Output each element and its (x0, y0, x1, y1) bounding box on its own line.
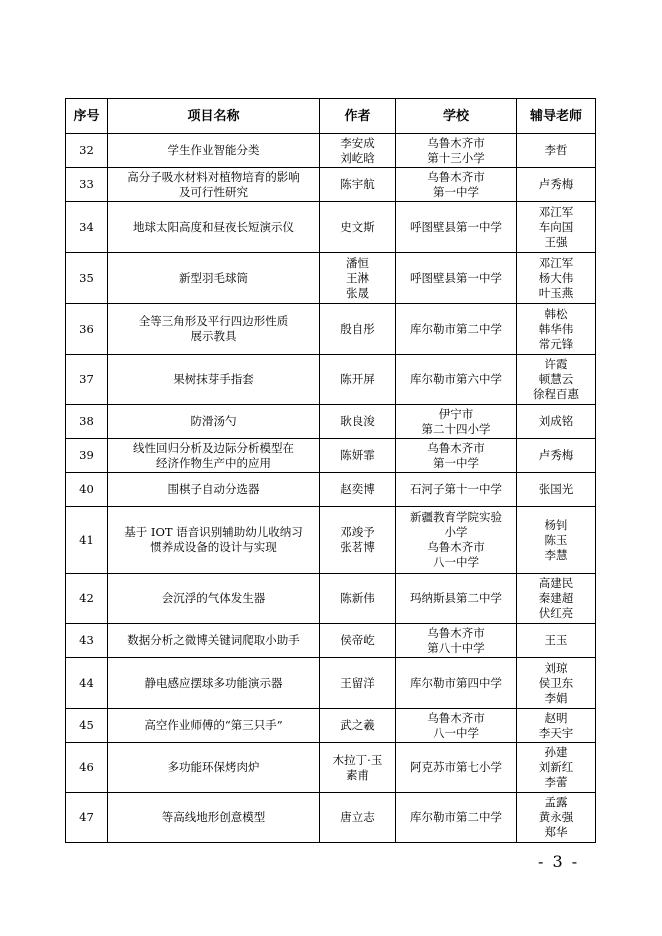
table-header-row (66, 99, 596, 134)
cell-num: 36 (66, 304, 108, 355)
cell-author: 殷自彤 (320, 304, 396, 355)
cell-project: 地球太阳高度和昼夜长短演示仪 (108, 202, 320, 253)
cell-teacher: 孙建 刘新红 李蕾 (517, 743, 596, 793)
cell-author: 赵奕博 (320, 473, 396, 507)
cell-project: 果树抹芽手指套 (108, 355, 320, 405)
cell-project: 新型羽毛球筒 (108, 253, 320, 304)
cell-project: 全等三角形及平行四边形性质 展示教具 (108, 304, 320, 355)
cell-school: 呼图壁县第一中学 (396, 202, 517, 253)
cell-project: 静电感应摆球多功能演示器 (108, 658, 320, 709)
cell-author: 李安成 刘屹晗 (320, 134, 396, 168)
page-number: - 3 - (538, 852, 580, 871)
cell-author: 陈宇航 (320, 168, 396, 202)
table-row (66, 439, 596, 473)
table-row (66, 743, 596, 793)
cell-school: 库尔勒市第六中学 (396, 355, 517, 405)
cell-num: 38 (66, 405, 108, 439)
cell-teacher: 高建民 秦建超 伏红亮 (517, 574, 596, 624)
cell-school: 玛纳斯县第二中学 (396, 574, 517, 624)
cell-school: 乌鲁木齐市 第十三小学 (396, 134, 517, 168)
cell-author: 王留洋 (320, 658, 396, 709)
table-row (66, 202, 596, 253)
cell-num: 42 (66, 574, 108, 624)
header-project: 项目名称 (108, 99, 320, 134)
table-body (66, 134, 596, 843)
cell-num: 39 (66, 439, 108, 473)
cell-num: 47 (66, 793, 108, 843)
cell-teacher: 卢秀梅 (517, 168, 596, 202)
cell-school: 库尔勒市第四中学 (396, 658, 517, 709)
table-row (66, 658, 596, 709)
cell-school: 乌鲁木齐市 第八十中学 (396, 624, 517, 658)
cell-project: 基于 IOT 语音识别辅助幼儿收纳习 惯养成设备的设计与实现 (108, 507, 320, 574)
cell-author: 陈妍霏 (320, 439, 396, 473)
cell-teacher: 刘琼 侯卫东 李娟 (517, 658, 596, 709)
table-row (66, 304, 596, 355)
cell-author: 陈开屏 (320, 355, 396, 405)
cell-author: 陈新伟 (320, 574, 396, 624)
cell-school: 伊宁市 第二十四小学 (396, 405, 517, 439)
cell-teacher: 邓江军 车向国 王强 (517, 202, 596, 253)
table-row (66, 134, 596, 168)
cell-author: 邓竣予 张茗博 (320, 507, 396, 574)
cell-teacher: 张国光 (517, 473, 596, 507)
cell-teacher: 卢秀梅 (517, 439, 596, 473)
cell-school: 库尔勒市第二中学 (396, 304, 517, 355)
cell-school: 库尔勒市第二中学 (396, 793, 517, 843)
cell-project: 学生作业智能分类 (108, 134, 320, 168)
cell-project: 防滑汤勺 (108, 405, 320, 439)
cell-project: 多功能环保烤肉炉 (108, 743, 320, 793)
cell-school: 石河子第十一中学 (396, 473, 517, 507)
cell-school: 阿克苏市第七小学 (396, 743, 517, 793)
cell-project: 围棋子自动分选器 (108, 473, 320, 507)
cell-project: 高空作业师傅的“第三只手” (108, 709, 320, 743)
cell-project: 等高线地形创意模型 (108, 793, 320, 843)
cell-school: 新疆教育学院实验 小学 乌鲁木齐市 八一中学 (396, 507, 517, 574)
table-row (66, 574, 596, 624)
header-school: 学校 (396, 99, 517, 134)
table-row (66, 624, 596, 658)
cell-school: 呼图壁县第一中学 (396, 253, 517, 304)
header-author: 作者 (320, 99, 396, 134)
cell-num: 37 (66, 355, 108, 405)
table-row (66, 473, 596, 507)
cell-school: 乌鲁木齐市 第一中学 (396, 168, 517, 202)
cell-school: 乌鲁木齐市 第一中学 (396, 439, 517, 473)
header-num: 序号 (66, 99, 108, 134)
table-row (66, 405, 596, 439)
cell-num: 43 (66, 624, 108, 658)
cell-project: 线性回归分析及边际分析模型在 经济作物生产中的应用 (108, 439, 320, 473)
cell-author: 唐立志 (320, 793, 396, 843)
cell-teacher: 韩松 韩华伟 常元锋 (517, 304, 596, 355)
cell-teacher: 刘成铭 (517, 405, 596, 439)
table-row (66, 507, 596, 574)
cell-project: 数据分析之微博关键词爬取小助手 (108, 624, 320, 658)
cell-author: 侯帝屹 (320, 624, 396, 658)
table-row (66, 709, 596, 743)
cell-num: 40 (66, 473, 108, 507)
cell-author: 潘恒 王淋 张晟 (320, 253, 396, 304)
cell-num: 32 (66, 134, 108, 168)
cell-num: 41 (66, 507, 108, 574)
cell-author: 武之羲 (320, 709, 396, 743)
cell-teacher: 许霞 顿慧云 徐程百惠 (517, 355, 596, 405)
cell-project: 会沉浮的气体发生器 (108, 574, 320, 624)
cell-teacher: 杨钊 陈玉 李慧 (517, 507, 596, 574)
table-row (66, 355, 596, 405)
table-row (66, 253, 596, 304)
cell-num: 35 (66, 253, 108, 304)
award-table (65, 98, 596, 843)
cell-school: 乌鲁木齐市 八一中学 (396, 709, 517, 743)
cell-author: 木拉丁·玉 素甫 (320, 743, 396, 793)
cell-teacher: 孟露 黄永强 郑华 (517, 793, 596, 843)
cell-num: 45 (66, 709, 108, 743)
cell-author: 耿良浚 (320, 405, 396, 439)
table-row (66, 793, 596, 843)
cell-num: 46 (66, 743, 108, 793)
cell-num: 34 (66, 202, 108, 253)
cell-teacher: 王玉 (517, 624, 596, 658)
table-row (66, 168, 596, 202)
header-teacher: 辅导老师 (517, 99, 596, 134)
cell-project: 高分子吸水材料对植物培育的影响 及可行性研究 (108, 168, 320, 202)
cell-num: 44 (66, 658, 108, 709)
cell-num: 33 (66, 168, 108, 202)
cell-teacher: 邓江军 杨大伟 叶玉燕 (517, 253, 596, 304)
cell-author: 史文斯 (320, 202, 396, 253)
cell-teacher: 李哲 (517, 134, 596, 168)
cell-teacher: 赵明 李天宇 (517, 709, 596, 743)
